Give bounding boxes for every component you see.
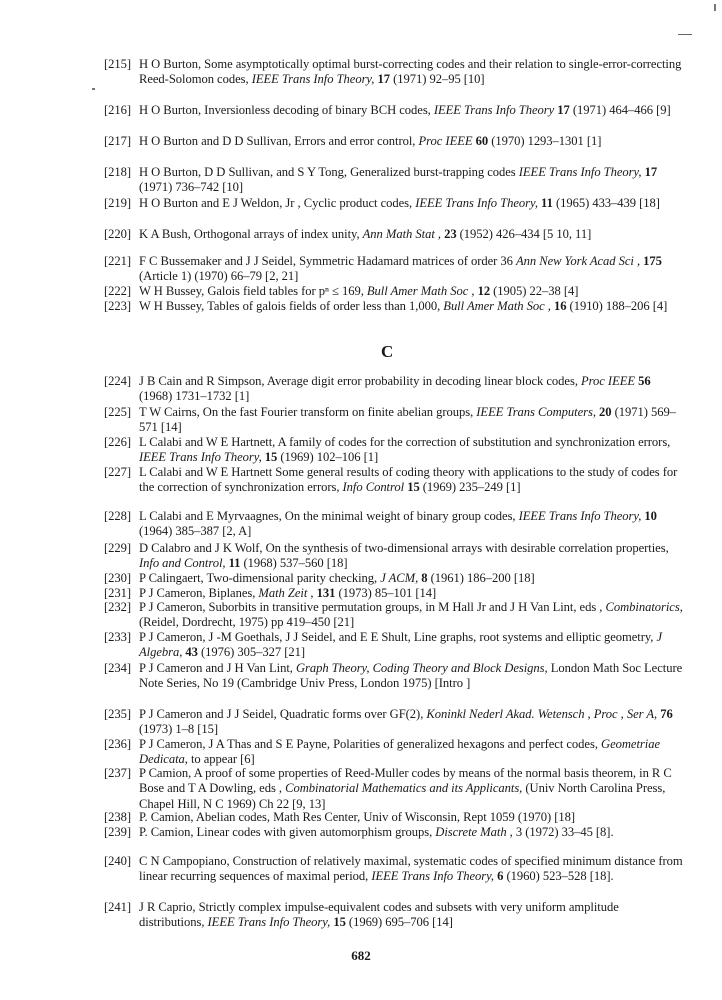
reference-journal: Discrete Math , xyxy=(435,825,513,839)
reference-text xyxy=(104,254,684,285)
section-heading: C xyxy=(381,342,394,361)
reference-number: [228] xyxy=(104,509,132,523)
reference-number: [227] xyxy=(104,465,132,479)
reference-number: [221] xyxy=(104,254,132,268)
reference-authors: L Calabi and W E Hartnett, xyxy=(139,435,278,449)
scan-mark xyxy=(92,88,95,90)
reference-details: (1976) 305–327 [21] xyxy=(197,645,306,660)
reference-authors: J B Cain and R Simpson, xyxy=(139,374,267,388)
reference-item xyxy=(104,810,684,825)
reference-volume: 17 xyxy=(554,103,570,117)
reference-text xyxy=(104,299,684,314)
reference-details: (1971) 464–466 [9] xyxy=(569,103,671,117)
reference-item xyxy=(104,854,684,885)
reference-item xyxy=(104,435,684,466)
reference-item xyxy=(104,465,684,496)
reference-item xyxy=(104,254,684,285)
reference-text xyxy=(104,541,684,572)
reference-number: [234] xyxy=(104,661,132,675)
reference-item xyxy=(104,227,684,242)
reference-title: Inversionless decoding of binary BCH codes, xyxy=(204,103,434,117)
reference-volume: 131 xyxy=(313,586,336,600)
reference-number: [217] xyxy=(104,134,132,148)
reference-title: Biplanes, xyxy=(208,586,259,600)
reference-journal: J ACM, xyxy=(380,571,419,585)
reference-text xyxy=(104,465,684,496)
reference-title: Polarities of generalized hexagons and perfect codes, xyxy=(333,737,602,751)
reference-journal: IEEE Trans Info Theory, xyxy=(415,196,538,210)
reference-title: Orthogonal arrays of index unity, xyxy=(193,227,363,241)
reference-authors: P Calingaert, xyxy=(139,571,207,585)
reference-number: [216] xyxy=(104,103,132,117)
reference-number: [238] xyxy=(104,810,132,824)
scan-mark xyxy=(678,34,692,35)
reference-title: Errors and error control, xyxy=(294,134,419,148)
reference-item xyxy=(104,196,684,211)
reference-number: [231] xyxy=(104,586,132,600)
reference-number: [218] xyxy=(104,165,132,179)
reference-title: Construction of relatively maximal, systematic codes of specified minimum distance from linear recurring sequences of maximal period, xyxy=(139,854,683,884)
reference-item xyxy=(104,766,684,812)
reference-details: (1965) 433–439 [18] xyxy=(552,196,660,210)
reference-title: On the minimal weight of binary group codes, xyxy=(284,509,519,523)
scan-mark xyxy=(714,4,716,11)
reference-title: Strictly complex impulse-equivalent codes and subsets with very uniform amplitude distributions, xyxy=(139,900,619,930)
reference-number: [220] xyxy=(104,227,132,241)
reference-text xyxy=(104,900,684,931)
page-number: 682 xyxy=(351,948,371,963)
reference-title: Two-dimensional parity checking, xyxy=(206,571,381,585)
reference-title: On the fast Fourier transform on finite abelian groups, xyxy=(202,405,477,419)
reference-authors: W H Bussey, xyxy=(139,299,208,313)
reference-item xyxy=(104,630,684,661)
reference-details: (1952) 426–434 [5 10, 11] xyxy=(456,227,592,241)
reference-text xyxy=(104,165,684,196)
reference-text xyxy=(104,134,684,149)
reference-text xyxy=(104,661,684,692)
reference-details: London Math Soc Lecture Note Series, No 19 (Cambridge Univ Press, London 1975) [Intro ] xyxy=(139,661,683,691)
reference-journal: Bull Amer Math Soc , xyxy=(366,284,475,298)
reference-volume: 17 xyxy=(641,165,658,179)
reference-title: Suborbits in transitive permutation groups, in M Hall Jr and J H Van Lint, eds , xyxy=(208,600,606,614)
reference-text xyxy=(104,284,684,299)
reference-item xyxy=(104,509,684,540)
reference-volume: 16 xyxy=(550,299,567,313)
reference-item xyxy=(104,299,684,314)
reference-authors: K A Bush, xyxy=(139,227,194,241)
reference-number: [219] xyxy=(104,196,132,210)
reference-text xyxy=(104,854,684,885)
reference-volume: 12 xyxy=(474,284,491,298)
reference-number: [237] xyxy=(104,766,132,780)
reference-title: Some asymptotically optimal burst-correcting codes and their relation to single-error-correcting Reed-Solomon codes, xyxy=(139,57,682,87)
reference-item xyxy=(104,103,684,118)
reference-authors: C N Campopiano, xyxy=(139,854,233,868)
reference-number: [240] xyxy=(104,854,132,868)
reference-title: Symmetric Hadamard matrices of order 36 xyxy=(299,254,516,268)
reference-authors: P J Cameron, xyxy=(139,586,209,600)
reference-details: (1969) 102–106 [1] xyxy=(277,450,379,465)
reference-journal: IEEE Trans Computers, xyxy=(476,405,596,419)
reference-details: (1970) 1293–1301 [1] xyxy=(488,134,602,148)
reference-authors: F C Bussemaker and J J Seidel, xyxy=(139,254,300,268)
reference-details: (1960) 523–528 [18]. xyxy=(503,869,614,884)
reference-details: (1910) 188–206 [4] xyxy=(566,299,668,313)
reference-number: [233] xyxy=(104,630,132,644)
reference-authors: P J Cameron and J J Seidel, xyxy=(139,707,280,721)
reference-authors: L Calabi and E Myrvaagnes, xyxy=(139,509,285,523)
reference-details: 3 (1972) 33–45 [8]. xyxy=(512,825,614,839)
reference-journal: J Algebra, xyxy=(139,630,663,660)
reference-text xyxy=(104,509,684,540)
reference-journal: IEEE Trans Info Theory xyxy=(433,103,555,117)
reference-volume: 20 xyxy=(595,405,612,419)
reference-number: [241] xyxy=(104,900,132,914)
reference-authors: H O Burton and D D Sullivan, xyxy=(139,134,295,148)
reference-authors: T W Cairns, xyxy=(139,405,203,419)
reference-number: [239] xyxy=(104,825,132,839)
reference-volume: 15 xyxy=(261,450,278,465)
reference-details: (1973) 85–101 [14] xyxy=(335,586,437,600)
reference-authors: P Camion, xyxy=(139,766,194,780)
reference-details: (Reidel, Dordrecht, 1975) pp 419–450 [21] xyxy=(139,615,355,630)
reference-text xyxy=(104,825,684,840)
reference-title: On the synthesis of two-dimensional arrays with desirable correlation properties, xyxy=(265,541,669,555)
reference-authors: P J Cameron and J H Van Lint, xyxy=(139,661,296,675)
reference-title: Galois field tables for pⁿ ≤ 169, xyxy=(207,284,367,298)
reference-journal: Proc IEEE xyxy=(581,374,635,388)
reference-item xyxy=(104,825,684,840)
reference-authors: P. Camion, xyxy=(139,825,197,839)
reference-volume: 10 xyxy=(641,509,657,523)
reference-authors: L Calabi and W E Hartnett xyxy=(139,465,276,479)
reference-text xyxy=(104,227,684,242)
reference-details: (1964) 385–387 [2, A] xyxy=(139,524,252,539)
reference-journal: Info Control xyxy=(342,480,405,495)
reference-text xyxy=(104,630,684,661)
reference-volume: 8 xyxy=(418,571,428,585)
reference-volume: 175 xyxy=(640,254,662,268)
reference-authors: H O Burton, D D Sullivan, and S Y Tong, xyxy=(139,165,351,179)
reference-title: Generalized burst-trapping codes xyxy=(350,165,519,179)
reference-journal: IEEE Trans Info Theory, xyxy=(139,450,262,465)
reference-authors: D Calabro and J K Wolf, xyxy=(139,541,266,555)
reference-details: to appear [6] xyxy=(187,752,255,767)
reference-title: Line graphs, root systems and elliptic geometry, xyxy=(413,630,657,644)
reference-volume: 15 xyxy=(330,915,346,930)
reference-authors: H O Burton, xyxy=(139,103,205,117)
reference-details: (1968) 1731–1732 [1] xyxy=(139,389,250,404)
reference-details: (1961) 186–200 [18] xyxy=(427,571,535,585)
reference-authors: J R Caprio, xyxy=(139,900,199,914)
reference-journal: IEEE Trans Info Theory, xyxy=(518,509,642,523)
reference-item xyxy=(104,541,684,572)
reference-journal: Graph Theory, Coding Theory and Block Designs, xyxy=(295,661,548,675)
reference-journal: Geometriae Dedicata, xyxy=(139,737,660,767)
reference-title: Abelian codes, Math Res Center, Univ of Wisconsin, Rept 1059 (1970) [18] xyxy=(195,810,576,824)
reference-authors: P. Camion, xyxy=(139,810,196,824)
reference-journal: IEEE Trans Info Theory, xyxy=(371,869,495,884)
reference-volume: 17 xyxy=(374,72,390,87)
reference-title: A proof of some properties of Reed-Muller codes by means of the normal basis theorem, in R C Bose and T A Dowling, eds , xyxy=(139,766,672,796)
reference-number: [226] xyxy=(104,435,132,449)
reference-text xyxy=(104,196,684,211)
reference-title: Average digit error probability in decoding linear block codes, xyxy=(266,374,582,388)
reference-volume: 76 xyxy=(657,707,673,721)
reference-item xyxy=(104,900,684,931)
reference-text xyxy=(104,571,684,586)
reference-authors: P J Cameron, J -M Goethals, J J Seidel, and E E Shult, xyxy=(139,630,414,644)
reference-journal: IEEE Trans Info Theory, xyxy=(518,165,642,179)
reference-title: Some general results of coding theory with applications to the study of codes for the correction of synchronization errors, xyxy=(139,465,678,495)
reference-title: Quadratic forms over GF(2), xyxy=(279,707,427,721)
reference-volume: 23 xyxy=(440,227,457,241)
reference-title: Linear codes with given automorphism groups, xyxy=(196,825,436,839)
reference-journal: Ann New York Acad Sci , xyxy=(515,254,641,268)
reference-number: [232] xyxy=(104,600,132,614)
reference-authors: H O Burton, xyxy=(139,57,205,71)
reference-text xyxy=(104,707,684,738)
reference-journal: Bull Amer Math Soc , xyxy=(443,299,551,313)
reference-journal: Combinatorics, xyxy=(605,600,683,614)
reference-journal: Combinatorial Mathematics and its Applicants, xyxy=(285,781,523,796)
reference-journal: IEEE Trans Info Theory, xyxy=(251,72,375,87)
reference-item xyxy=(104,57,684,88)
reference-text xyxy=(104,766,684,812)
reference-details: (1905) 22–38 [4] xyxy=(490,284,579,298)
reference-volume: 6 xyxy=(494,869,504,884)
reference-journal: Info and Control, xyxy=(139,556,226,571)
reference-item xyxy=(104,405,684,436)
reference-details: (1971) 92–95 [10] xyxy=(389,72,485,87)
reference-details: (1973) 1–8 [15] xyxy=(139,722,218,737)
reference-item xyxy=(104,374,684,405)
reference-number: [236] xyxy=(104,737,132,751)
reference-title: Tables of galois fields of order less than 1,000, xyxy=(207,299,444,313)
reference-text xyxy=(104,737,684,768)
reference-details: (1971) 569–571 [14] xyxy=(139,405,676,435)
reference-item xyxy=(104,600,684,631)
reference-details: (1971) 736–742 [10] xyxy=(139,180,243,195)
reference-details: (1969) 695–706 [14] xyxy=(345,915,453,930)
reference-volume: 11 xyxy=(225,556,241,571)
reference-number: [235] xyxy=(104,707,132,721)
reference-title: A family of codes for the correction of substitution and synchronization errors, xyxy=(277,435,671,449)
reference-item xyxy=(104,134,684,149)
reference-journal: Ann Math Stat , xyxy=(362,227,441,241)
reference-number: [224] xyxy=(104,374,132,388)
reference-text xyxy=(104,374,684,405)
reference-number: [230] xyxy=(104,571,132,585)
reference-journal: IEEE Trans Info Theory, xyxy=(207,915,331,930)
reference-authors: P J Cameron, J A Thas and S E Payne, xyxy=(139,737,334,751)
reference-text xyxy=(104,810,684,825)
reference-item xyxy=(104,737,684,768)
reference-volume: 43 xyxy=(182,645,198,660)
reference-volume: 11 xyxy=(537,196,553,210)
reference-volume: 60 xyxy=(472,134,489,148)
reference-text xyxy=(104,600,684,631)
reference-details: (1968) 537–560 [18] xyxy=(240,556,348,571)
reference-journal: Koninkl Nederl Akad. Wetensch , Proc , Ser A, xyxy=(426,707,658,721)
reference-item xyxy=(104,571,684,586)
reference-volume: 56 xyxy=(635,374,651,388)
reference-number: [229] xyxy=(104,541,132,555)
reference-number: [223] xyxy=(104,299,132,313)
reference-text xyxy=(104,435,684,466)
reference-volume: 15 xyxy=(404,480,420,495)
reference-journal: Math Zeit , xyxy=(258,586,314,600)
reference-details: (1969) 235–249 [1] xyxy=(419,480,521,495)
reference-title: Cyclic product codes, xyxy=(303,196,416,210)
reference-details: (Univ North Carolina Press, Chapel Hill, N C 1969) Ch 22 [9, 13] xyxy=(139,781,666,811)
reference-item xyxy=(104,165,684,196)
reference-number: [215] xyxy=(104,57,132,71)
reference-text xyxy=(104,103,684,118)
reference-authors: H O Burton and E J Weldon, Jr , xyxy=(139,196,304,210)
reference-item xyxy=(104,707,684,738)
reference-item xyxy=(104,284,684,299)
reference-text xyxy=(104,57,684,88)
reference-number: [225] xyxy=(104,405,132,419)
reference-details: (Article 1) (1970) 66–79 [2, 21] xyxy=(139,269,299,284)
reference-authors: P J Cameron, xyxy=(139,600,209,614)
reference-number: [222] xyxy=(104,284,132,298)
reference-authors: W H Bussey, xyxy=(139,284,208,298)
reference-journal: Proc IEEE xyxy=(418,134,473,148)
reference-item xyxy=(104,661,684,692)
reference-text xyxy=(104,405,684,436)
